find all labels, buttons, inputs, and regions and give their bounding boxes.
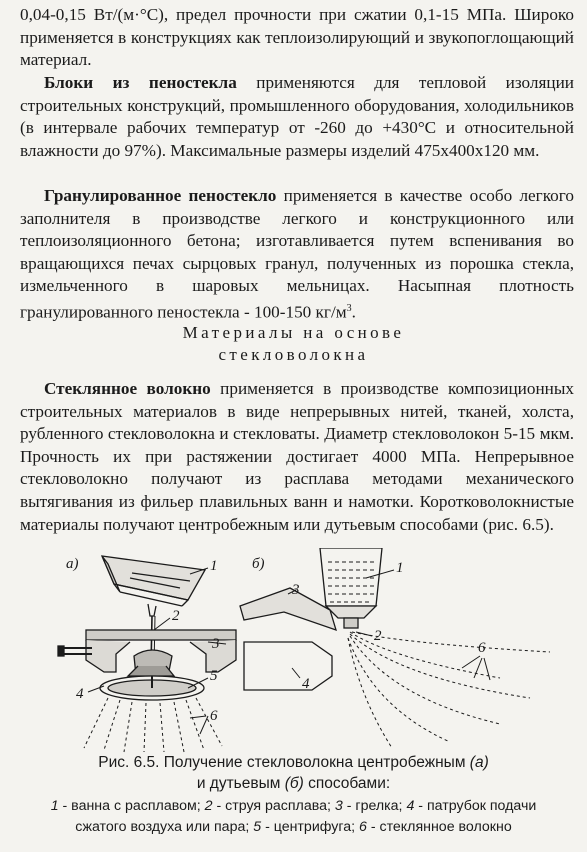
caption-line2-suffix: способами: <box>303 775 391 792</box>
figure-legend-line2 <box>0 817 587 838</box>
legend-text-1: - ванна с расплавом; <box>58 798 205 814</box>
figure-legend-line1 <box>0 796 587 817</box>
air-nozzle-b <box>244 642 332 690</box>
glass-fibers-b <box>348 632 550 748</box>
paragraph-foam-blocks <box>20 72 574 162</box>
legend-num-3: 3 <box>334 798 343 814</box>
legend-num-2: 2 <box>204 798 213 814</box>
caption-panel-a-ref: (а) <box>469 754 489 771</box>
figure-fiber-production <box>30 548 575 753</box>
heater-b <box>240 588 336 630</box>
legend-text-4: - патрубок подачи <box>414 798 537 814</box>
caption-panel-b-ref: (б) <box>284 775 304 792</box>
label-a-2: 2 <box>172 608 180 624</box>
label-a-5: 5 <box>210 668 218 684</box>
label-a-6: 6 <box>210 708 218 724</box>
cubic-superscript: 3 <box>346 302 352 314</box>
label-b-2: 2 <box>374 628 382 644</box>
label-a-3: 3 <box>212 636 220 652</box>
label-b-4: 4 <box>302 676 310 692</box>
paragraph-foam-blocks-term: Блоки из пеностекла <box>44 73 237 92</box>
caption-line2-text: и дутьевым <box>196 775 285 792</box>
legend-text-2: - струя расплава; <box>212 798 335 814</box>
paragraph-glass-fiber-text: применяется в производстве композиционных строительных материалов в виде непрерывных нитей, тканей, холста, рубленного стекловолокна и стекловаты. Диаметр стекловолокон 5-15 мкм. Прочность их при растяжении достигает 4000 МПа. Непрерывное стекловолокно получают из расплава методами механического вытягивания из фильер плавильных ванн и намотки. Коротковолокнистые материалы получают центробежным или дутьевым способами (рис. 6.5). <box>20 379 574 534</box>
legend-text-3: - грелка; <box>342 798 407 814</box>
label-a-1: 1 <box>210 558 218 574</box>
legend-num-1: 1 <box>50 798 59 814</box>
legend-num-5: 5 <box>253 819 262 835</box>
paragraph-granulated-foam <box>20 185 574 324</box>
panel-a-label: а) <box>66 556 79 572</box>
paragraph-granulated-foam-term: Гранулированное пеностекло <box>44 186 277 205</box>
label-a-4: 4 <box>76 686 84 702</box>
legend-text-5: - центрифуга; <box>261 819 359 835</box>
label-b-3: 3 <box>292 582 300 598</box>
paragraph-foam-blocks-text: применяются для тепловой изоляции строительных конструкций, промышленного оборудования, холодильников (в интервале рабочих температур от -260 до +430°С и относительной влажности до 97%). Максимальные размеры изделий 475х400х120 мм. <box>20 73 574 160</box>
legend-text-4-cont: сжатого воздуха или пара; <box>75 819 254 835</box>
paragraph-intro <box>20 4 574 72</box>
label-b-6: 6 <box>478 640 486 656</box>
legend-text-6: - стеклянное волокно <box>366 819 512 835</box>
centrifuge-assembly <box>58 630 236 700</box>
label-b-1: 1 <box>396 560 404 576</box>
glass-fibers-a <box>84 698 222 752</box>
paragraph-glass-fiber-term: Стеклянное волокно <box>44 379 211 398</box>
figure-caption-line1 <box>0 752 587 773</box>
figure-caption-line2 <box>0 773 587 794</box>
caption-line1-text: Рис. 6.5. Получение стекловолокна центробежным <box>98 754 470 771</box>
paragraph-glass-fiber <box>20 378 574 536</box>
section-heading-line1: Материалы на основе <box>182 323 405 342</box>
paragraph-intro-text: 0,04-0,15 Вт/(м·°С), предел прочности при сжатии 0,1-15 МПа. Широко применяется в конструкциях как теплоизолирующий и звукопоглощающий материал. <box>20 5 574 70</box>
paragraph-granulated-foam-end: . <box>351 302 356 322</box>
section-heading-line2: стекловолокна <box>218 345 369 364</box>
legend-num-6: 6 <box>358 819 367 835</box>
panel-b-label: б) <box>252 556 265 572</box>
melt-bath-a <box>102 556 205 616</box>
paragraph-granulated-foam-text: применяется в качестве особо легкого заполнителя в производстве легкого и конструкционного или теплоизоляционного бетона; изготавливается путем вспенивания во вращающихся печах сырцовых гранул, полученных из порошка стекла, измельченного в шаровых мельницах. Насыпная плотность гранулированного пеностекла - 100-150 кг/м <box>20 186 574 322</box>
legend-num-4: 4 <box>406 798 415 814</box>
